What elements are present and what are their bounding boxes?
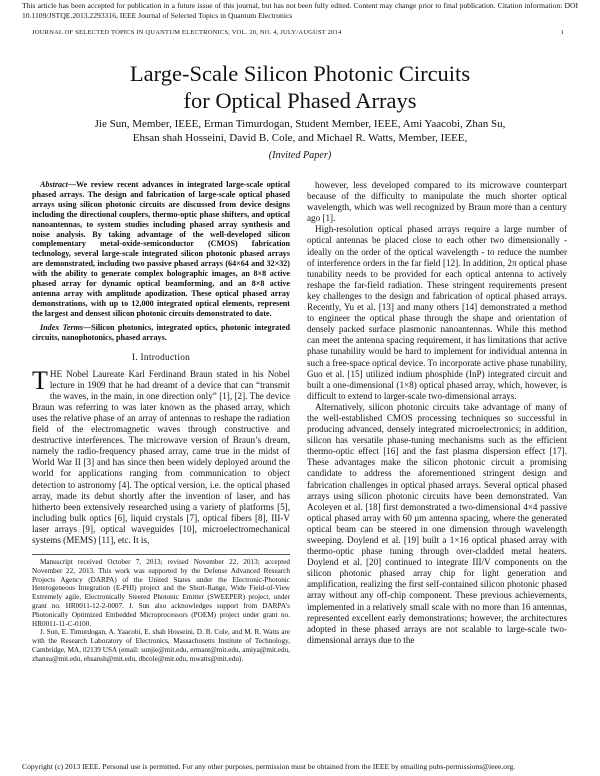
title-line-1: Large-Scale Silicon Photonic Circuits [129, 61, 471, 86]
footnote-manuscript: Manuscript received October 7, 2013; revised November 22, 2013; accepted November 22, 2013. This work was supported by the Defense Advanced Research Projects Agency (DARPA) of the United States under the Electronic-Photonic Heterogeneous Integration (E-PHI) project and the Short-Range, Wide Field-of-View Extremely agile, Electronically Steered Photonic Emitter (SWEEPER) project, under grant no. HR0011-12-2-0007. J. Sun also acknowledges support from DARPA’s Photonically Optimized Embedded Microprocessors (POEM) project under grant no. HR0011-11-C-0100. [32, 558, 290, 628]
copyright-footer: Copyright (c) 2013 IEEE. Personal use is permitted. For any other purposes, permission must be obtained from the IEEE by emailing pubs-permissions@ieee.org. [22, 762, 516, 771]
section-heading-introduction: I. Introduction [131, 352, 191, 363]
index-terms-label: Index Terms [40, 322, 84, 332]
index-terms [32, 323, 290, 343]
authors-line-2: Ehsan shah Hosseini, David B. Cole, and Michael R. Watts, Member, IEEE, [132, 132, 468, 144]
body-paragraph-1: however, less developed compared to its microwave counterpart because of the difficulty to manipulate the much shorter optical wavelength, which was well recognized by Braun more than a century ago [1]. [307, 180, 567, 224]
introduction-text: HE Nobel Laureate Karl Ferdinand Braun stated in his Nobel lecture in 1909 that he had dreamt of a device that can “transmit the waves, in the main, in one direction only” [1], [2]. The device Braun was referring to was later known as the phased array, which uses the relative phase of an array of antennas to reshape the radiation field of the electromagnetic waves through constructive and destructive interferences. The microwave version of Braun’s dream, namely the radio-frequency phased array, came true in the midst of World War II [3] and has since then been widely deployed around the world for applications ranging from communication to object detection to astronomy [4]. The optical version, i.e. the optical phased array, made its debut shortly after the invention of laser, and has hitherto been extensively researched using a variety of platforms [5], including bulk optics [6], liquid crystals [7], optical fibers [8], III-V laser arrays [9], optical waveguides [10], microelectromechanical systems (MEMS) [11], etc. It is, [32, 368, 290, 545]
abstract-text: —We review recent advances in integrated large-scale optical phased arrays. The design and fabrication of large-scale optical phased arrays using silicon photonic circuits are discussed from device designs including the directional couplers, thermo-optic phase shifters, and optical nanoantennas, to system studies including phased array synthesis and noise analysis. By taking advantage of the well-developed silicon complementary metal-oxide-semiconductor (CMOS) fabrication technology, several large-scale integrated silicon photonic phased arrays are demonstrated, including two passive phased arrays (64×64 and 32×32) with the ability to generate complex holographic images, an 8×8 active phased array for dynamic optical beamforming, and an 8×8 active antenna array with amplitude apodization. These optical phased array demonstrations, with up to 12,000 integrated optical elements, represent the largest and densest silicon photonic circuits demonstrated to date. [32, 180, 290, 318]
body-paragraph-3: Alternatively, silicon photonic circuits take advantage of many of the well-established CMOS processing techniques so successful in producing advanced, densely integrated microelectronics; in addition, silicon has versatile phase-tuning mechanisms such as the efficient thermo-optic effect [16] and the fast plasma dispersion effect [17]. These advantages make the silicon photonic circuit a promising candidate to address the aforementioned stringent design and fabrication challenges in optical phased arrays. Several optical phased arrays using silicon photonic circuits have been demonstrated. Van Acoleyen et al. [18] first demonstrated a two-dimensional 4×4 passive optical phased array with 60 μm antenna spacing, where the generated optical beam can be steered in one dimension through wavelength sweeping. Doylend et al. [19] built a 1×16 optical phased array with thermo-optic phase tuning through over-cladded metal heaters. Doylend et al. [20] continued to integrate III/V components on the silicon photonic phased array chip for light generation and amplification, realizing the first self-contained silicon photonic phased array without any off-chip component. These previous achievements, implemented in a relatively small scale with no more than 16 antennas, represented excellent early demonstrations; however, the architectures adopted in these phased arrays are not scalable to large-scale two-dimensional arrays due to the [307, 401, 567, 645]
abstract-label: Abstract [40, 180, 68, 189]
right-column [307, 180, 567, 646]
paper-title [0, 60, 600, 114]
authors-line-1: Jie Sun, Member, IEEE, Erman Timurdogan, Student Member, IEEE, Ami Yaacobi, Zhan Su, [94, 118, 506, 130]
drop-cap: T [32, 365, 48, 395]
footnote-divider [32, 554, 290, 555]
index-terms-text: —Silicon photonics, integrated optics, photonic integrated circuits, nanophotonics, phased arrays. [32, 322, 291, 342]
invited-paper-label: (Invited Paper) [268, 150, 332, 161]
journal-info: JOURNAL OF SELECTED TOPICS IN QUANTUM ELECTRONICS, VOL. 20, NO. 4, JULY/AUGUST 2014 [32, 29, 342, 36]
publication-notice: This article has been accepted for publication in a future issue of this journal, but has not been fully edited. Content may change prior to final publication. Citation information: DOI 10.1109/JSTQE.2013.2293316, IEEE Journal of Selected Topics in Quantum Electronics [22, 1, 578, 20]
page-number: 1 [560, 29, 564, 36]
title-line-2: for Optical Phased Arrays [183, 88, 417, 113]
left-column [32, 180, 290, 664]
body-paragraph-2: High-resolution optical phased arrays require a large number of optical antennas be placed close to each other two dimensionally - ideally on the order of the optical wavelength - to reduce the number of interference orders in the far field [12]. In addition, 2π optical phase tunability needs to be provided for each optical antenna to actively reshape the far-field radiation. These stringent requirements present key challenges to the design and fabrication of optical phased arrays. Recently, Yu et al. [13] and many others [14] demonstrated a method to engineer the optical phase through the shape and orientation of densely packed surface plasmonic nanoantennas. While this method can meet the antenna spacing requirement, it has limitations that active phase tunability would be hard to implement for individual antenna in such a free-space optical device. To incorporate active phase tunability, Guo et al. [15] utilized indium phosphide (InP) integrated circuit and built a one-dimensional (1×8) optical phased array, which, however, is difficult to extend to larger-scale two-dimensional arrays. [307, 224, 567, 401]
footnote-affiliation: J. Sun, E. Timurdogan, A. Yaacobi, E. shah Hosseini, D. B. Cole, and M. R. Watts are with the Research Laboratory of Electronics, Massachusetts Institute of Technology, Cambridge, MA, 02139 USA (email: sunjie@mit.edu, ermant@mit.edu, amiya@mit.edu, zhansu@mit.edu, ehsansh@mit.edu, dbcole@mit.edu, mwatts@mit.edu). [32, 628, 290, 663]
abstract [32, 180, 290, 319]
introduction-paragraph [32, 365, 290, 547]
author-list [0, 117, 600, 145]
running-head [32, 29, 564, 36]
